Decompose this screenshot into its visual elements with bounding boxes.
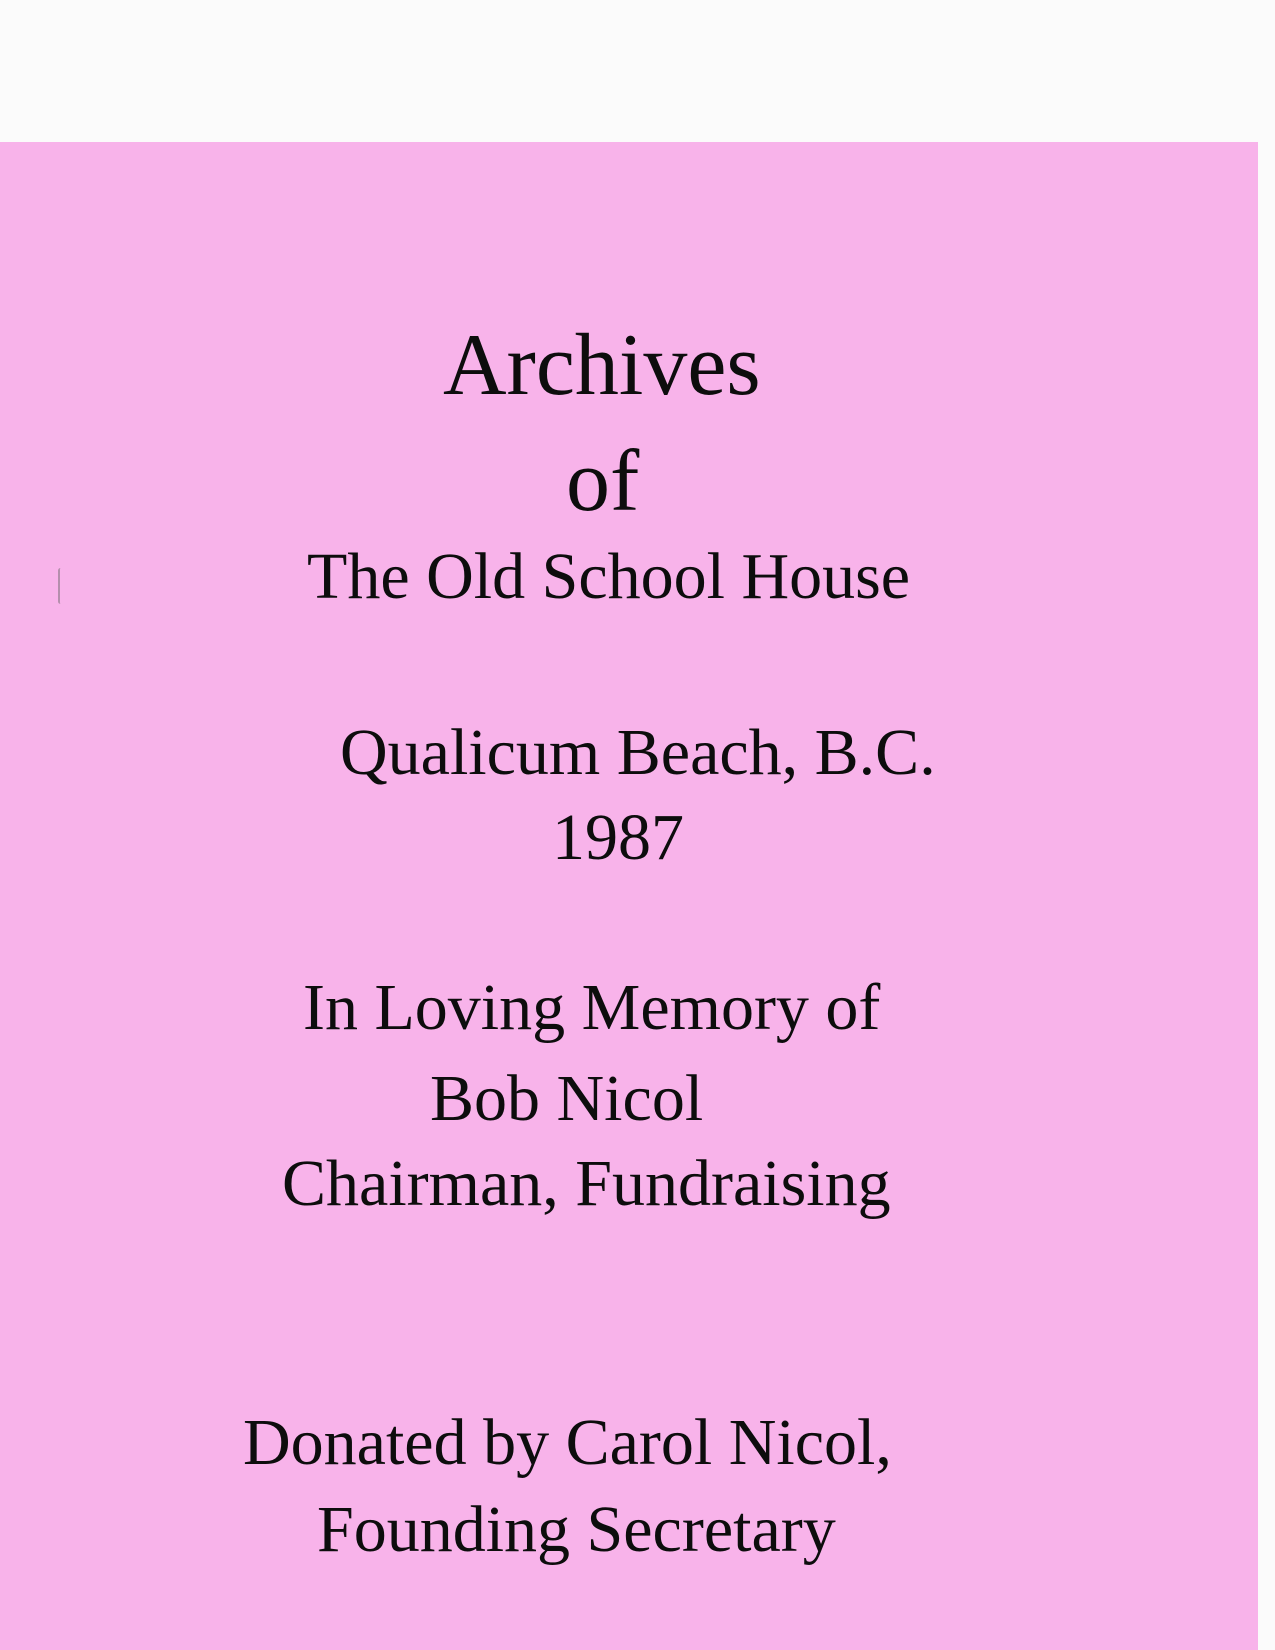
dedication-line: In Loving Memory of — [303, 971, 881, 1044]
scan-mark — [58, 568, 63, 604]
location-line: Qualicum Beach, B.C. — [340, 716, 936, 789]
document-title: Archives — [443, 317, 761, 414]
honoree-name: Bob Nicol — [430, 1062, 704, 1135]
institution-name: The Old School House — [307, 540, 911, 613]
donor-line: Donated by Carol Nicol, — [243, 1406, 892, 1479]
donor-role: Founding Secretary — [317, 1493, 836, 1566]
year-line: 1987 — [552, 801, 684, 874]
honoree-role: Chairman, Fundraising — [282, 1147, 891, 1220]
title-connector: of — [566, 433, 640, 530]
